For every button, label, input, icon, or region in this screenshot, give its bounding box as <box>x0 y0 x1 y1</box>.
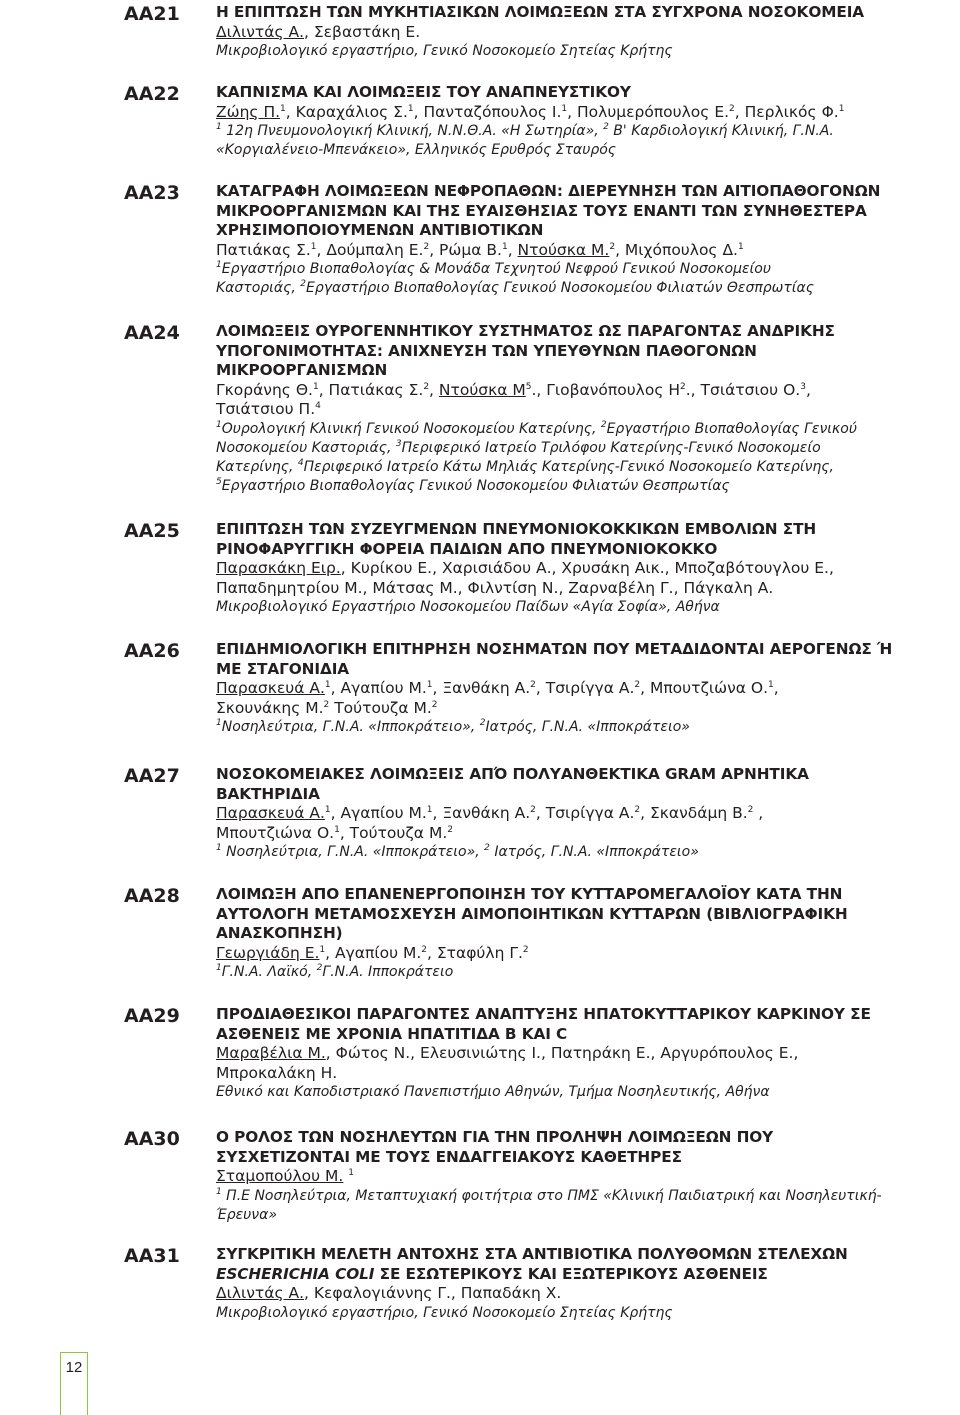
affiliation-line <box>216 439 956 458</box>
abstract-title-line: ΜΙΚΡΟΟΡΓΑΝΙΣΜΩΝ ΚΑΙ ΤΗΣ ΕΥΑΙΣΘΗΣΙΑΣ ΤΟΥΣ ΕΝΑΝΤΙ ΤΩΝ ΣΥΝΗΘΕΣΤΕΡΑ <box>216 201 867 220</box>
affiliation-line <box>216 598 956 617</box>
text-run: , Ξανθάκη Α. <box>432 679 531 697</box>
author-line <box>216 23 956 43</box>
abstract-title-line: ΒΑΚΤΗΡΙΔΙΑ <box>216 784 320 803</box>
abstract-title-line: ΜΙΚΡΟΟΡΓΑΝΙΣΜΩΝ <box>216 361 388 379</box>
text-run: Έρευνα» <box>216 1206 277 1223</box>
superscript: 1 <box>838 103 845 114</box>
text-run: , Σεβαστάκη Ε. <box>304 22 421 41</box>
author-line <box>216 1064 956 1084</box>
superscript: 2 <box>729 103 735 114</box>
superscript: 1 <box>216 260 222 270</box>
superscript: 3 <box>800 381 806 392</box>
abstract-title-line: ΛΟΙΜΩΞΗ ΑΠΟ ΕΠΑΝΕΝΕΡΓΟΠΟΙΗΣΗ ΤΟΥ ΚΥΤΤΑΡΟΜΕΓΑΛΟΪΟΥ ΚΑΤΑ ΤΗΝ <box>216 885 843 903</box>
superscript: 2 <box>522 944 529 955</box>
text-run: Καστοριάς, <box>216 280 301 296</box>
affiliation-line <box>216 279 956 298</box>
abstract-title-line: ΣΥΓΚΡΙΤΙΚΗ ΜΕΛΕΤΗ ΑΝΤΟΧΗΣ ΣΤΑ ΑΝΤΙΒΙΟΤΙΚΑ ΠΟΛΥΘΟΜΩΝ ΣΤΕΛΕΧΩΝ <box>216 1245 848 1263</box>
text-run: , Αγαπίου Μ. <box>330 804 427 822</box>
author-line <box>216 103 956 123</box>
superscript: 1 <box>216 718 222 728</box>
abstract-title-line: ΕΠΙΔΗΜΙΟΛΟΓΙΚΗ ΕΠΙΤΗΡΗΣΗ ΝΟΣΗΜΑΤΩΝ ΠΟΥ ΜΕΤΑΔΙΔΟΝΤΑΙ ΑΕΡΟΓΕΝΩΣ Ή <box>216 640 893 658</box>
abstract-title-line: ΛΟΙΜΩΞΕΙΣ ΟΥΡΟΓΕΝΝΗΤΙΚΟΥ ΣΥΣΤΗΜΑΤΟΣ ΩΣ ΠΑΡΑΓΟΝΤΑΣ ΑΝΔΡΙΚΗΣ <box>216 322 835 340</box>
abstract-title-line: ΚΑΤΑΓΡΑΦΗ ΛΟΙΜΩΞΕΩΝ ΝΕΦΡΟΠΑΘΩΝ: ΔΙΕΡΕΥΝΗΣΗ ΤΩΝ ΑΙΤΙΟΠΑΘΟΓΟΝΩΝ <box>216 182 881 200</box>
abstract-body <box>216 83 956 160</box>
superscript: 1 <box>426 805 433 815</box>
superscript: 1 <box>280 103 286 114</box>
affiliation-line <box>216 122 956 141</box>
text-run: «Κοργιαλένειο-Μπενάκειο», Ελληνικός Ερυθρός Σταυρός <box>216 142 617 158</box>
abstract-body <box>216 1005 956 1102</box>
text-run: , Πολυμερόπουλος Ε. <box>567 102 730 121</box>
text-run: , Δούμπαλη Ε. <box>316 240 424 259</box>
text-run: , Ξανθάκη Α. <box>432 804 531 822</box>
text-run: Διλιντάς Α. <box>216 1284 305 1302</box>
text-run: , Κεφαλογιάννης Γ., Παπαδάκη Χ. <box>304 1284 562 1302</box>
text-run: Γκοράνης Θ. <box>216 380 313 399</box>
superscript: 1 <box>334 824 340 835</box>
affiliation-line <box>216 843 956 862</box>
text-run: Μικροβιολογικό εργαστήριο, Γενικό Νοσοκομείο Σητείας Κρήτης <box>216 43 673 59</box>
superscript: 2 <box>600 419 607 430</box>
page-number: 12 <box>65 1359 83 1376</box>
text-run: , Περλικός Φ. <box>734 102 839 121</box>
affiliation-line <box>216 718 956 737</box>
text-run: Ντούσκα Μ. <box>517 240 610 259</box>
superscript: 2 <box>431 699 438 710</box>
text-run: Ιατρός, Γ.Ν.Α. «Ιπποκράτειο» <box>485 719 690 735</box>
abstract-title-line: Ο ΡΟΛΟΣ ΤΩΝ ΝΟΣΗΛΕΥΤΩΝ ΓΙΑ ΤΗΝ ΠΡΟΛΗΨΗ ΛΟΙΜΩΞΕΩΝ ΠΟΥ <box>216 1128 774 1146</box>
text-run: Περιφερικό Ιατρείο Κάτω Μηλιάς Κατερίνης-Γενικό Νοσοκομείο Κατερίνης, <box>303 458 834 475</box>
abstract-code: AA27 <box>124 765 180 787</box>
superscript: 2 <box>634 805 641 815</box>
text-run: Ιατρός, Γ.Ν.Α. «Ιπποκράτειο» <box>489 844 699 860</box>
abstract-title-line: ΣΥΣΧΕΤΙΖΟΝΤΑΙ ΜΕ ΤΟΥΣ ΕΝΔΑΓΓΕΙΑΚΟΥΣ ΚΑΘΕΤΗΡΕΣ <box>216 1147 682 1166</box>
superscript: 3 <box>395 438 402 449</box>
abstract-code: AA30 <box>124 1128 180 1150</box>
affiliation-line <box>216 963 956 982</box>
superscript: 2 <box>447 824 453 835</box>
text-run: Β' Καρδιολογική Κλινική, Γ.Ν.Α. <box>608 123 834 139</box>
text-run: Νοσηλεύτρια, Γ.Ν.Α. «Ιπποκράτειο», <box>221 844 485 860</box>
abstract-title-line: ΑΝΑΣΚΟΠΗΣΗ) <box>216 924 343 942</box>
superscript: 5 <box>216 476 222 487</box>
text-run: Διλιντάς Α. <box>216 22 305 41</box>
text-run: , Τσιρίγγα Α. <box>535 679 635 697</box>
text-run: , Μπουτζιώνα Ο. <box>640 679 769 697</box>
abstract-code: AA22 <box>124 83 180 105</box>
text-run: , <box>507 240 518 259</box>
superscript: 2 <box>423 381 430 392</box>
text-run: , <box>429 380 439 399</box>
author-line <box>216 400 956 420</box>
superscript: 1 <box>319 944 326 955</box>
author-line <box>216 944 956 964</box>
text-run: Ντούσκα Μ <box>438 380 526 399</box>
text-run: , Πατιάκας Σ. <box>318 380 424 399</box>
author-line <box>216 1044 956 1064</box>
text-run: , Σταφύλη Γ. <box>427 943 523 962</box>
text-run: Παρασκευά Α. <box>216 804 325 822</box>
author-line <box>216 579 956 599</box>
superscript: 2 <box>300 279 306 289</box>
text-run: Μικροβιολογικό Εργαστήριο Νοσοκομείου Παίδων «Αγία Σοφία», Αθήνα <box>216 599 720 615</box>
abstract-body <box>216 1128 956 1225</box>
text-run: Γ.Ν.Α. Ιπποκράτειο <box>322 964 454 980</box>
text-run: Κατερίνης, <box>216 458 298 475</box>
text-run: ., Τσιάτσιου Ο. <box>685 380 801 399</box>
text-run: Τούτουζα Μ. <box>329 698 432 717</box>
superscript: 1 <box>768 680 774 690</box>
abstract-title-line: ΕΠΙΠΤΩΣΗ ΤΩΝ ΣΥΖΕΥΓΜΕΝΩΝ ΠΝΕΥΜΟΝΙΟΚΟΚΚΙΚΩΝ ΕΜΒΟΛΙΩΝ ΣΤΗ <box>216 520 817 538</box>
superscript: 2 <box>316 963 323 973</box>
text-run: , Φώτος Ν., Ελευσινιώτης Ι., Πατηράκη Ε., Αργυρόπουλος Ε., <box>325 1044 799 1062</box>
superscript: 1 <box>216 419 222 430</box>
superscript: 2 <box>634 680 641 690</box>
text-run: , Αγαπίου Μ. <box>330 679 427 697</box>
abstract-code: AA24 <box>124 322 180 344</box>
affiliation-line <box>216 141 956 160</box>
text-run: Μικροβιολογικό εργαστήριο, Γενικό Νοσοκομείο Σητείας Κρήτης <box>216 1304 673 1321</box>
text-run: Μπουτζιώνα Ο. <box>216 823 335 842</box>
text-run: ΣΕ ΕΣΩΤΕΡΙΚΟΥΣ ΚΑΙ ΕΞΩΤΕΡΙΚΟΥΣ ΑΣΘΕΝΕΙΣ <box>374 1264 768 1283</box>
text-run: ESCHERICHIA COLI <box>216 1264 375 1283</box>
abstract-code: AA23 <box>124 182 180 204</box>
abstract-body <box>216 182 956 298</box>
abstract-title-line: ΡΙΝΟΦΑΡΥΓΓΙΚΗ ΦΟΡΕΙΑ ΠΑΙΔΙΩΝ ΑΠΟ ΠΝΕΥΜΟΝΙΟΚΟΚΚΟ <box>216 539 718 558</box>
author-line <box>216 559 956 579</box>
superscript: 2 <box>609 241 616 252</box>
abstract-code: AA31 <box>124 1245 180 1267</box>
superscript: 1 <box>310 241 317 252</box>
text-run: Παπαδημητρίου Μ., Μάτσας Μ., Φιλντίση Ν., Ζαρναβέλη Γ., Πάγκαλη Α. <box>216 578 774 597</box>
abstract-title-line: Η ΕΠΙΠΤΩΣΗ ΤΩΝ ΜΥΚΗΤΙΑΣΙΚΩΝ ΛΟΙΜΩΞΕΩΝ ΣΤΑ ΣΥΓΧΡΟΝΑ ΝΟΣΟΚΟΜΕΙΑ <box>216 3 865 21</box>
text-run: , Καραχάλιος Σ. <box>285 102 408 121</box>
text-run: Γ.Ν.Α. Λαϊκό, <box>221 964 317 980</box>
text-run: Εργαστήριο Βιοπαθολογίας & Μονάδα Τεχνητού Νεφρού Γενικού Νοσοκομείου <box>221 261 771 277</box>
superscript: 1 <box>501 241 508 252</box>
superscript: 1 <box>426 680 433 690</box>
abstract-title-line: ΑΥΤΟΛΟΓΗ ΜΕΤΑΜΟΣΧΕΥΣΗ ΑΙΜΟΠΟΙΗΤΙΚΩΝ ΚΥΤΤΑΡΩΝ (ΒΙΒΛΙΟΓΡΑΦΙΚΗ <box>216 904 848 923</box>
text-run: Σταμοπούλου Μ. <box>216 1167 344 1185</box>
superscript: 2 <box>680 381 686 392</box>
text-run: Π.Ε Νοσηλεύτρια, Μεταπτυχιακή φοιτήτρια στο ΠΜΣ «Κλινική Παιδιατρική και Νοσηλευτική- <box>221 1187 882 1204</box>
superscript: 4 <box>297 457 304 468</box>
affiliation-line <box>216 260 956 279</box>
text-run: Γεωργιάδη Ε. <box>216 943 320 962</box>
abstract-code: AA28 <box>124 885 180 907</box>
abstract-body <box>216 640 956 737</box>
abstract-title-line: ΧΡΗΣΙΜΟΠΟΙΟΥΜΕΝΩΝ ΑΝΤΙΒΙΟΤΙΚΩΝ <box>216 221 544 239</box>
text-run: Μπροκαλάκη Η. <box>216 1063 338 1082</box>
text-run: Ουρολογική Κλινική Γενικού Νοσοκομείου Κατερίνης, <box>221 420 601 437</box>
text-run: , <box>805 380 811 399</box>
superscript: 2 <box>479 718 486 728</box>
abstract-body <box>216 520 956 617</box>
abstract-body <box>216 322 956 496</box>
superscript: 2 <box>421 944 427 955</box>
abstract-title-line: ΜΕ ΣΤΑΓΟΝΙΔΙΑ <box>216 659 350 678</box>
text-run: , Αγαπίου Μ. <box>325 943 422 962</box>
text-run: Νοσοκομείου Καστοριάς, <box>216 439 396 456</box>
author-line <box>216 381 956 401</box>
text-run: Νοσηλεύτρια, Γ.Ν.Α. «Ιπποκράτειο», <box>221 719 480 735</box>
abstract-body <box>216 885 956 982</box>
affiliation-line <box>216 1083 956 1102</box>
superscript: 1 <box>407 103 414 114</box>
superscript: 2 <box>603 122 609 132</box>
text-run: , Ρώμα Β. <box>429 240 502 259</box>
abstract-code: AA26 <box>124 640 180 662</box>
abstract-title-line: ΠΡΟΔΙΑΘΕΣΙΚΟΙ ΠΑΡΑΓΟΝΤΕΣ ΑΝΑΠΤΥΞΗΣ ΗΠΑΤΟΚΥΤΤΑΡΙΚΟΥ ΚΑΡΚΙΝΟΥ ΣΕ <box>216 1005 871 1023</box>
abstract-code: AA21 <box>124 3 180 25</box>
text-run: ., Γιοβανόπουλος Η <box>531 380 681 399</box>
superscript: 2 <box>530 805 536 815</box>
superscript: 1 <box>216 963 222 973</box>
author-line <box>216 241 956 261</box>
abstract-code: AA29 <box>124 1005 180 1027</box>
text-run: Τσιάτσιου Π. <box>216 400 316 418</box>
superscript: 1 <box>324 805 331 815</box>
text-run: , Σκανδάμη Β. <box>640 804 748 822</box>
affiliation-line <box>216 1304 956 1323</box>
text-run: Εργαστήριο Βιοπαθολογίας Γενικού Νοσοκομείου Φιλιατών Θεσπρωτίας <box>221 477 730 494</box>
text-run: Παρασκευά Α. <box>216 679 325 697</box>
superscript: 4 <box>315 401 321 411</box>
superscript: 1 <box>216 843 222 853</box>
superscript: 2 <box>484 843 490 853</box>
affiliation-line <box>216 420 956 439</box>
superscript: 5 <box>525 381 532 392</box>
superscript: 1 <box>348 1168 354 1178</box>
author-line <box>216 679 956 699</box>
text-run: 12η Πνευμονολογική Κλινική, Ν.Ν.Θ.Α. «Η Σωτηρία», <box>221 123 604 139</box>
text-run: , Πανταζόπουλος Ι. <box>413 102 562 121</box>
superscript: 2 <box>423 241 430 252</box>
abstract-title-line: ΑΣΘΕΝΕΙΣ ΜΕ ΧΡΟΝΙΑ ΗΠΑΤΙΤΙΔΑ Β ΚΑΙ C <box>216 1024 568 1043</box>
affiliation-line <box>216 42 956 61</box>
text-run: Πατιάκας Σ. <box>216 240 311 259</box>
affiliation-line <box>216 1187 956 1206</box>
author-line <box>216 1284 956 1304</box>
abstract-body <box>216 1245 956 1323</box>
text-run: Εθνικό και Καποδιστριακό Πανεπιστήμιο Αθηνών, Τμήμα Νοσηλευτικής, Αθήνα <box>216 1084 770 1100</box>
text-run: , Τσιρίγγα Α. <box>535 804 635 822</box>
author-line <box>216 824 956 844</box>
abstract-code: AA25 <box>124 520 180 542</box>
text-run: Εργαστήριο Βιοπαθολογίας Γενικού Νοσοκομείου Φιλιατών Θεσπρωτίας <box>305 280 814 296</box>
text-run: Εργαστήριο Βιοπαθολογίας Γενικού <box>606 420 857 437</box>
text-run: , <box>753 804 764 822</box>
author-line <box>216 1167 956 1187</box>
text-run: Μαραβέλια Μ. <box>216 1044 326 1062</box>
page-tab <box>60 1352 88 1415</box>
superscript: 2 <box>530 680 536 690</box>
abstract-title-line: ΚΑΠΝΙΣΜΑ ΚΑΙ ΛΟΙΜΩΞΕΙΣ ΤΟΥ ΑΝΑΠΝΕΥΣΤΙΚΟΥ <box>216 83 631 101</box>
author-line <box>216 699 956 719</box>
abstract-title-line <box>216 1265 956 1285</box>
abstract-body <box>216 3 956 61</box>
abstract-body <box>216 765 956 862</box>
text-run: Παρασκάκη Ειρ. <box>216 559 341 577</box>
superscript: 2 <box>323 699 330 710</box>
author-line <box>216 804 956 824</box>
text-run: , Μιχόπουλος Δ. <box>615 240 738 259</box>
superscript: 1 <box>737 241 744 252</box>
superscript: 1 <box>216 122 222 132</box>
text-run: Σκουνάκης Μ. <box>216 698 324 717</box>
affiliation-line <box>216 1206 956 1225</box>
abstract-title-line: ΥΠΟΓΟΝΙΜΟΤΗΤΑΣ: ΑΝΙΧΝΕΥΣΗ ΤΩΝ ΥΠΕΥΘΥΝΩΝ ΠΑΘΟΓΟΝΩΝ <box>216 341 757 360</box>
superscript: 1 <box>216 1186 222 1197</box>
affiliation-line <box>216 477 956 496</box>
text-run: , Κυρίκου Ε., Χαρισιάδου Α., Χρυσάκη Αικ., Μποζαβότουγλου Ε., <box>340 559 834 577</box>
superscript: 1 <box>561 103 568 114</box>
superscript: 1 <box>324 680 331 690</box>
affiliation-line <box>216 458 956 477</box>
text-run: , Τούτουζα Μ. <box>339 823 448 842</box>
text-run: Περιφερικό Ιατρείο Τριλόφου Κατερίνης-Γενικό Νοσοκομείο <box>401 439 821 456</box>
text-run: , <box>773 679 779 697</box>
abstract-title-line: ΝΟΣΟΚΟΜΕΙΑΚΕΣ ΛΟΙΜΩΞΕΙΣ ΑΠΌ ΠΟΛΥΑΝΘΕΚΤΙΚΑ GRAM ΑΡΝΗΤΙΚΑ <box>216 765 809 783</box>
superscript: 2 <box>747 805 754 815</box>
text-run: Ζώης Π. <box>216 102 281 121</box>
superscript: 1 <box>312 381 319 392</box>
